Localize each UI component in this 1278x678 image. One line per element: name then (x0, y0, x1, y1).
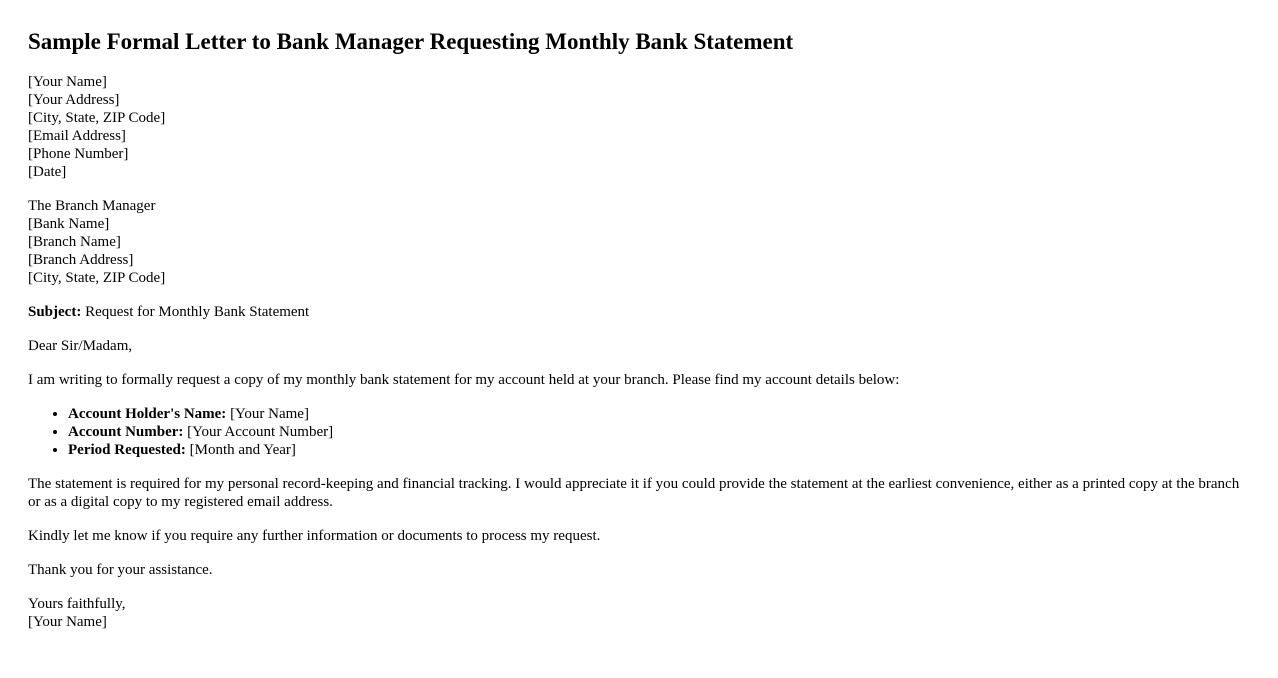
detail-value: [Month and Year] (185, 442, 296, 458)
subject-label: Subject: (28, 304, 82, 320)
detail-value: [Your Account Number] (183, 424, 334, 440)
letter-date: [Date] (28, 164, 67, 180)
subject-text: Request for Monthly Bank Statement (81, 304, 310, 320)
body-paragraph: Kindly let me know if you require any further information or documents to process my request. (28, 528, 601, 544)
detail-label: Account Number: (68, 424, 184, 440)
sender-email: [Email Address] (28, 128, 126, 144)
page-title: Sample Formal Letter to Bank Manager Requesting Monthly Bank Statement (28, 29, 794, 54)
sender-phone: [Phone Number] (28, 146, 129, 162)
sign-off (28, 595, 1250, 631)
salutation: Dear Sir/Madam, (28, 338, 133, 354)
detail-label: Period Requested: (68, 442, 186, 458)
list-item (68, 423, 1250, 441)
body-paragraph: Thank you for your assistance. (28, 562, 213, 578)
detail-value: [Your Name] (226, 406, 309, 422)
intro-paragraph: I am writing to formally request a copy of my monthly bank statement for my account held at your branch. Please find my account details below: (28, 372, 900, 388)
sender-address (28, 73, 1250, 181)
signature: [Your Name] (28, 614, 107, 630)
recipient-address (28, 197, 1250, 287)
list-item (68, 405, 1250, 423)
sender-name: [Your Name] (28, 74, 107, 90)
account-details-list (28, 405, 1250, 459)
recipient-branch-name: [Branch Name] (28, 234, 121, 250)
recipient-title: The Branch Manager (28, 198, 156, 214)
recipient-bank-name: [Bank Name] (28, 216, 110, 232)
letter-page (0, 28, 1278, 631)
detail-label: Account Holder's Name: (68, 406, 227, 422)
closing: Yours faithfully, (28, 596, 126, 612)
subject-line (28, 303, 1250, 321)
list-item (68, 441, 1250, 459)
sender-address-line: [Your Address] (28, 92, 120, 108)
body-paragraph: The statement is required for my personal record-keeping and financial tracking. I would appreciate it if you could provide the statement at the earliest convenience, either as a printed copy at the branch or as a digital copy to my registered email address. (28, 476, 1240, 510)
recipient-branch-address: [Branch Address] (28, 252, 134, 268)
sender-city-state-zip: [City, State, ZIP Code] (28, 110, 166, 126)
recipient-city-state-zip: [City, State, ZIP Code] (28, 270, 166, 286)
